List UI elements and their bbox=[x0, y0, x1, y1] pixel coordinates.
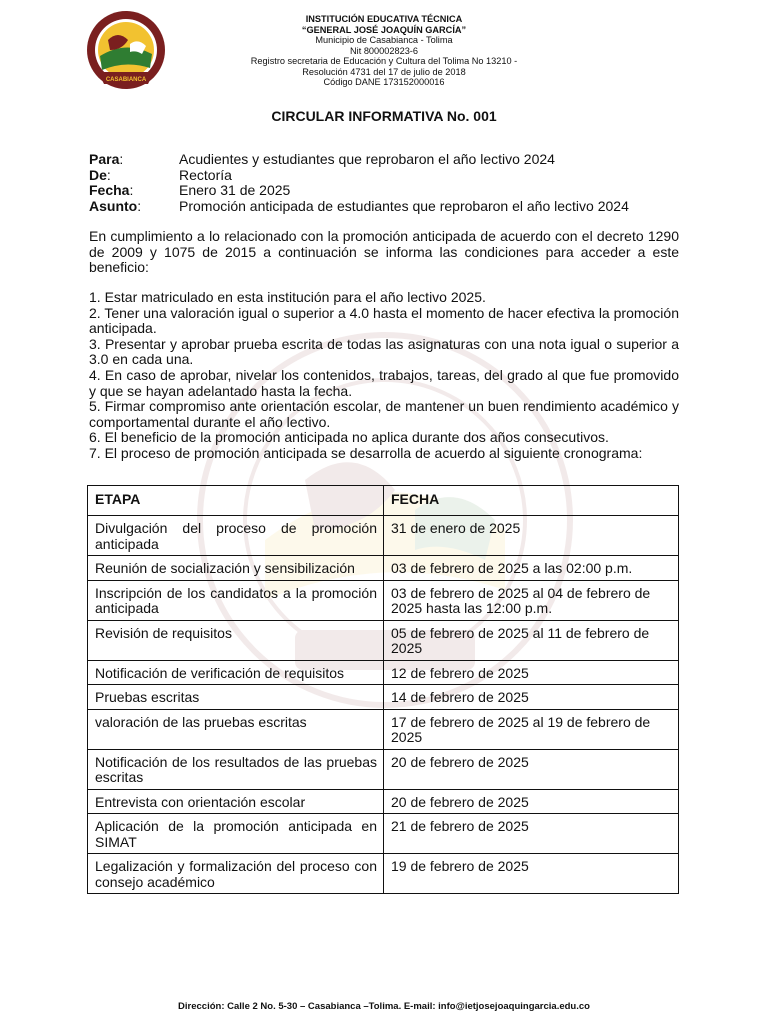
meta-de: De: Rectoría bbox=[89, 166, 232, 183]
list-item: 4. En caso de aprobar, nivelar los contenidos, trabajos, tareas, del grado al que fue promovido y que se hayan adelantado hasta la fecha. bbox=[89, 366, 679, 399]
fecha-cell: 17 de febrero de 2025 al 19 de febrero de 2025 bbox=[384, 709, 679, 749]
column-header-etapa: ETAPA bbox=[88, 486, 384, 516]
fecha-value: Enero 31 de 2025 bbox=[179, 182, 291, 198]
requirements-list bbox=[89, 290, 679, 462]
registry-line: Registro secretaria de Educación y Cultura del Tolima No 13210 - bbox=[250, 56, 518, 66]
de-label: De bbox=[89, 166, 107, 183]
fecha-cell: 03 de febrero de 2025 al 04 de febrero de 2025 hasta las 12:00 p.m. bbox=[384, 580, 679, 620]
list-item: 3. Presentar y aprobar prueba escrita de todas las asignaturas con una nota igual o superior a 3.0 en cada una. bbox=[89, 335, 679, 368]
etapa-cell: Entrevista con orientación escolar bbox=[88, 789, 384, 814]
fecha-label: Fecha bbox=[89, 182, 130, 198]
table-row bbox=[88, 620, 679, 660]
etapa-cell: Notificación de verificación de requisitos bbox=[88, 660, 384, 685]
meta-para: Para: Acudientes y estudiantes que reprobaron el año lectivo 2024 bbox=[89, 151, 555, 167]
para-label: Para bbox=[89, 151, 120, 167]
schedule-table bbox=[87, 485, 679, 894]
footer-address: Dirección: Calle 2 No. 5-30 – Casabianca –Tolima. E-mail: info@ietjosejoaquingarcia.edu.co bbox=[178, 1001, 590, 1012]
etapa-cell: Revisión de requisitos bbox=[88, 620, 384, 660]
table-row bbox=[88, 556, 679, 581]
intro-paragraph: En cumplimiento a lo relacionado con la promoción anticipada de acuerdo con el decreto 1290 de 2009 y 1075 de 2015 a continuación se informa las condiciones para acceder a este beneficio: bbox=[89, 228, 679, 276]
fecha-cell: 21 de febrero de 2025 bbox=[384, 814, 679, 854]
para-value: Acudientes y estudiantes que reprobaron el año lectivo 2024 bbox=[179, 151, 555, 167]
list-item: 1. Estar matriculado en esta institución para el año lectivo 2025. bbox=[89, 289, 486, 305]
fecha-cell: 20 de febrero de 2025 bbox=[384, 749, 679, 789]
etapa-cell: Legalización y formalización del proceso con consejo académico bbox=[88, 854, 384, 894]
logo-bottom-text: CASABIANCA bbox=[105, 77, 147, 83]
etapa-cell: Notificación de los resultados de las pruebas escritas bbox=[88, 749, 384, 789]
meta-fecha: Fecha: Enero 31 de 2025 bbox=[89, 182, 291, 198]
institution-line: INSTITUCIÓN EDUCATIVA TÉCNICA bbox=[305, 14, 463, 24]
list-item: 2. Tener una valoración igual o superior a 4.0 hasta el momento de hacer efectiva la promoción anticipada. bbox=[89, 304, 679, 337]
nit-line: Nit 800002823-6 bbox=[350, 45, 418, 56]
list-item: 7. El proceso de promoción anticipada se desarrolla de acuerdo al siguiente cronograma: bbox=[89, 444, 643, 461]
fecha-cell: 03 de febrero de 2025 a las 02:00 p.m. bbox=[384, 556, 679, 581]
etapa-cell: Aplicación de la promoción anticipada en SIMAT bbox=[88, 814, 384, 854]
school-logo bbox=[86, 10, 166, 90]
etapa-cell: valoración de las pruebas escritas bbox=[88, 709, 384, 749]
table-row bbox=[88, 854, 679, 894]
letterhead bbox=[200, 14, 568, 88]
asunto-label: Asunto bbox=[89, 197, 138, 214]
fecha-cell: 05 de febrero de 2025 al 11 de febrero de 2025 bbox=[384, 620, 679, 660]
table-row bbox=[88, 789, 679, 814]
fecha-cell: 31 de enero de 2025 bbox=[384, 516, 679, 556]
etapa-cell: Inscripción de los candidatos a la promoción anticipada bbox=[88, 580, 384, 620]
etapa-cell: Divulgación del proceso de promoción anticipada bbox=[88, 516, 384, 556]
table-row bbox=[88, 660, 679, 685]
table-row bbox=[88, 814, 679, 854]
asunto-value: Promoción anticipada de estudiantes que reprobaron el año lectivo 2024 bbox=[179, 197, 629, 214]
meta-asunto: Asunto: Promoción anticipada de estudiantes que reprobaron el año lectivo 2024 bbox=[89, 197, 629, 214]
school-name: “GENERAL JOSÉ JOAQUÍN GARCÍA” bbox=[301, 24, 467, 35]
table-row bbox=[88, 580, 679, 620]
etapa-cell: Reunión de socialización y sensibilización bbox=[88, 556, 384, 581]
de-value: Rectoría bbox=[179, 166, 232, 183]
table-row bbox=[88, 516, 679, 556]
etapa-cell: Pruebas escritas bbox=[88, 685, 384, 710]
dane-line: Código DANE 173152000016 bbox=[323, 77, 445, 87]
fecha-cell: 19 de febrero de 2025 bbox=[384, 854, 679, 894]
municipality-line: Municipio de Casabianca - Tolima bbox=[315, 35, 453, 45]
list-item: 6. El beneficio de la promoción anticipada no aplica durante dos años consecutivos. bbox=[89, 429, 609, 446]
table-row bbox=[88, 685, 679, 710]
list-item: 5. Firmar compromiso ante orientación escolar, de mantener un buen rendimiento académico y comportamental durante el año lectivo. bbox=[89, 398, 679, 430]
fecha-cell: 12 de febrero de 2025 bbox=[384, 660, 679, 685]
circular-meta bbox=[89, 152, 629, 214]
fecha-cell: 14 de febrero de 2025 bbox=[384, 685, 679, 710]
document-title: CIRCULAR INFORMATIVA No. 001 bbox=[271, 108, 497, 124]
fecha-cell: 20 de febrero de 2025 bbox=[384, 789, 679, 814]
resolution-line: Resolución 4731 del 17 de julio de 2018 bbox=[302, 66, 466, 77]
column-header-fecha: FECHA bbox=[384, 486, 679, 516]
table-row bbox=[88, 709, 679, 749]
table-row bbox=[88, 749, 679, 789]
table-header-row bbox=[88, 486, 679, 516]
